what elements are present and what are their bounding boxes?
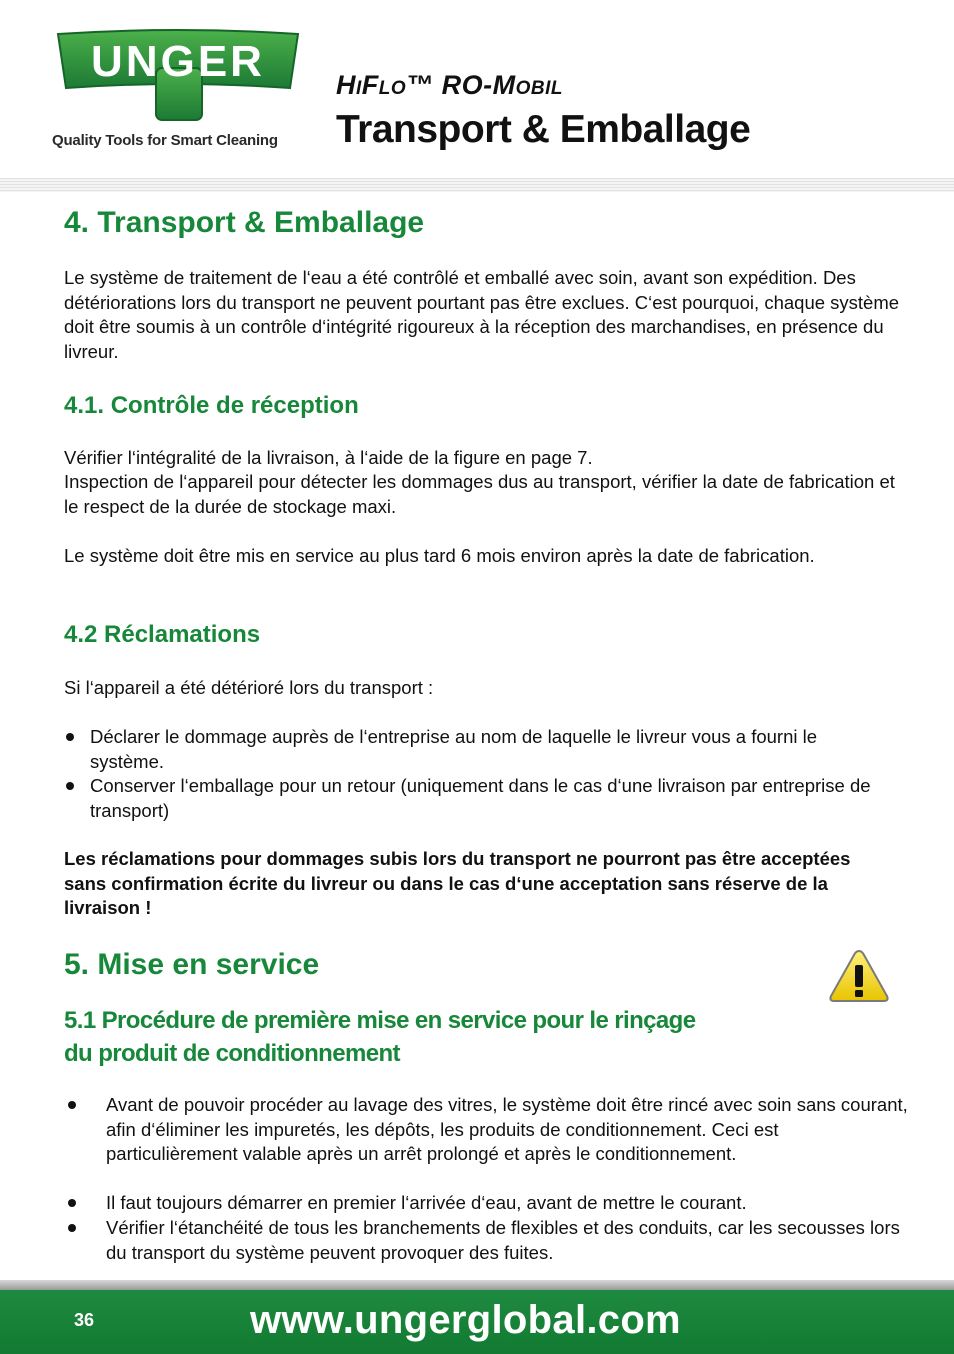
bullet-icon — [68, 1224, 76, 1232]
bullet-icon — [68, 1101, 76, 1109]
website-link[interactable]: www.ungerglobal.com — [250, 1298, 681, 1342]
section-5-1-heading — [64, 1004, 764, 1070]
page-number: 36 — [74, 1310, 95, 1330]
bullet-icon — [66, 782, 74, 790]
warning-icon — [828, 948, 890, 1004]
section-5-1-heading-line1: 5.1 Procédure de première mise en service pour le rinçage — [64, 1007, 696, 1034]
section-4-2-intro: Si l‘appareil a été détérioré lors du transport : — [64, 677, 434, 698]
section-4-1-paragraph2: Le système doit être mis en service au plus tard 6 mois environ après la date de fabrication. — [64, 545, 815, 566]
section-4-paragraph: Le système de traitement de l‘eau a été contrôlé et emballé avec soin, avant son expédition. Des détériorations lors du transport ne peuvent pourtant pas être exclues. C‘est pourquoi, chaque système doit être soumis à un contrôle d‘intégrité rigoureux à la réception des marchandises, en présence du livreur. — [64, 267, 900, 362]
page-title: Transport & Emballage — [336, 108, 751, 151]
svg-text:UNGER: UNGER — [91, 37, 265, 86]
bullet-icon — [66, 733, 74, 741]
claims-warning-text: Les réclamations pour dommages subis lors du transport ne pourront pas être acceptées sans confirmation écrite du livreur ou dans le cas d‘une acceptation sans réserve de la livraison ! — [64, 848, 851, 918]
section-4-1-heading: 4.1. Contrôle de réception — [64, 392, 359, 419]
footer-divider — [0, 1280, 954, 1290]
section-4-1-line1: Vérifier l‘intégralité de la livraison, à l‘aide de la figure en page 7. — [64, 447, 593, 468]
list-item-text: Conserver l‘emballage pour un retour (uniquement dans le cas d‘une livraison par entreprise de transport) — [90, 775, 871, 821]
product-name: HiFlo™ RO-Mobil — [336, 70, 564, 100]
section-5-1-heading-line2: du produit de conditionnement — [64, 1040, 400, 1067]
section-4-1-line2: Inspection de l‘appareil pour détecter les dommages dus au transport, vérifier la date de fabrication et le respect de la durée de stockage maxi. — [64, 471, 895, 517]
section-5-heading: 5. Mise en service — [64, 948, 320, 981]
list-item-text: Il faut toujours démarrer en premier l‘arrivée d‘eau, avant de mettre le courant. — [106, 1192, 747, 1213]
list-item-text: Déclarer le dommage auprès de l‘entreprise au nom de laquelle le livreur vous a fourni le système. — [90, 726, 818, 772]
page-header — [0, 0, 954, 192]
section-4-heading: 4. Transport & Emballage — [64, 206, 425, 239]
section-4-2-heading: 4.2 Réclamations — [64, 621, 261, 648]
list-item-text: Avant de pouvoir procéder au lavage des vitres, le système doit être rincé avec soin sans courant, afin d‘éliminer les impuretés, les dépôts, les produits de conditionnement. Ceci est particulièrement valable après un arrêt prolongé et après le conditionnement. — [106, 1094, 908, 1164]
list-item-text: Vérifier l‘étanchéité de tous les branchements de flexibles et des conduits, car les secousses lors du transport du système peuvent provoquer des fuites. — [106, 1217, 900, 1263]
logo-tagline: Quality Tools for Smart Cleaning — [52, 132, 278, 149]
header-divider — [0, 178, 954, 192]
bullet-icon — [68, 1199, 76, 1207]
unger-logo — [52, 28, 304, 124]
